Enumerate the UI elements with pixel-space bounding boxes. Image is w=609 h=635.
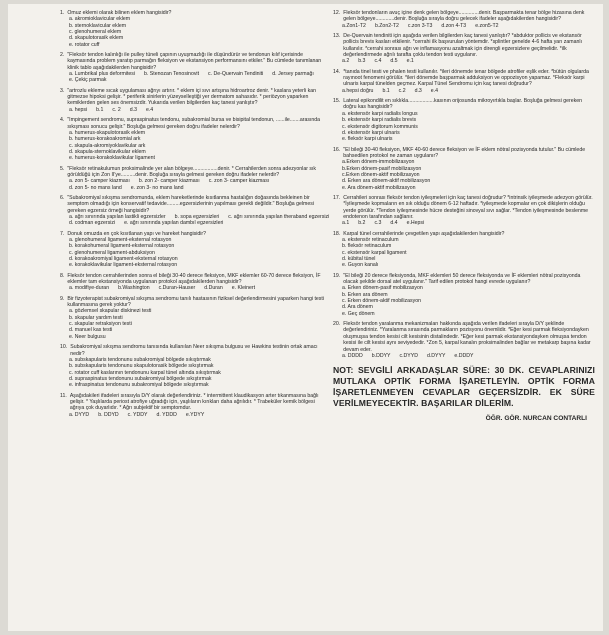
answer-option: e. Kleinert	[231, 285, 256, 292]
question-text: "El bileği 20 derece fleksiyonda, MKF eklemleri 50 derece fleksiyonda ve İF eklemleri nötral pozisyonda olacak şekilde dorsal atel uygulanır." Tarif edilen protokol hangi evrede uygulanır?	[343, 272, 581, 286]
question-number: 7 .	[60, 231, 64, 237]
answer-option: d. codman egzersizi	[69, 220, 116, 227]
question-19	[333, 273, 595, 317]
instructor-signature: ÖĞR. GÖR. NURCAN CONTARLI	[485, 415, 587, 423]
question-number: 10 .	[60, 344, 67, 357]
answer-option: d.3	[414, 87, 422, 94]
answer-option: a. glenohumeral ligament-eksternal rotasyon	[69, 237, 172, 243]
answer-options	[60, 107, 330, 113]
answer-option: d.5	[390, 58, 398, 65]
answer-option: b.Zon2-T2	[374, 22, 399, 29]
question-6	[60, 195, 330, 227]
answer-option: a.1	[342, 220, 350, 227]
question-stem	[333, 273, 595, 286]
question-text: De-Quervain tendiniti için aşağıda verilen bilgilerden kaç tanesi yanlıştır? *abduktor pollicis ve ekstansör pollicis brevis kasları etkilenir. *cerrahi ilk başvurulan yöntemdir. *splintler genelde 4-6 hafta yarı zamanlı kullanılır. *cerrahi sonrası ağrı ve inflamasyonu azaltmak için direngli egzersizlere geçilmelidir. *ilk değerlendirmede ağrılı tarafta çoklu tendon testi uygulanır.	[343, 33, 582, 59]
question-9	[60, 296, 330, 340]
answer-option: a. ekstensör retinaculum	[342, 237, 399, 243]
answer-option: d. skapulotorasik eklem	[69, 35, 124, 42]
answer-option: a. DYYD	[69, 411, 90, 418]
answer-option: e.4	[430, 87, 439, 94]
question-number: 5 .	[60, 166, 64, 179]
question-text: "Fleksör retinakulumun proksimalinde yer alan bölgeye.................denir. * Cerrahilerden sonra adezyonlar sık görüldüğü için Zon II'ye..........denir. Boşluğa sırayla gelmesi gereken doğru ifadeler nelerdir?	[67, 165, 316, 178]
question-text: Cerrahileri sonrası fleksör tendon iyileşmeleri için kaç tanesi doğrudur? *intrinsik iyileşmede adezyon görülür. *İyileşmede kopmaların en sık olduğu dönem 6-12 haftadır. *iyileşmede kopmalar en çok dikişlerin olduğu yerde görülür. *Tendon iyileşmesinde hücre desteğini sinovyal sıvı sağlar. *Tendon iyileşmesinde beslenme endotenon tarafından sağlanır.	[343, 194, 593, 220]
question-18	[333, 231, 595, 269]
question-number: 8 .	[60, 273, 64, 286]
answer-option: c.2	[398, 87, 406, 94]
answer-option: c. 2	[112, 106, 121, 113]
question-number: 20 .	[333, 321, 340, 353]
answer-option: a. gözlemsel skapular diskinezi testi	[69, 308, 152, 315]
answer-option: a. Lumbrikal plus deformitesi	[69, 71, 136, 78]
answer-option: b. ekstensör karpi radialis brevis	[342, 117, 417, 124]
answer-option: c. ekstensör digitorum kommunis	[342, 123, 418, 130]
answer-option: b. Stenozan Tenosinovit	[144, 71, 200, 78]
question-stem	[60, 393, 330, 412]
answer-options	[60, 130, 330, 162]
question-text: Omuz eklemi olarak bilinen eklem hangisidir?	[67, 10, 172, 16]
answer-options	[60, 285, 330, 291]
answer-options	[60, 237, 330, 269]
question-number: 13 .	[333, 33, 340, 58]
answer-option: c. rotator cuff kaslarının tendonunu karpal tünel altında sıkıştırmak	[69, 369, 221, 376]
answer-option: e. zon 3- no mans land	[130, 184, 184, 191]
answer-option: b. sternoklavicular eklem	[69, 22, 127, 29]
answer-options	[60, 71, 330, 84]
answer-option: a.hepsi doğru	[342, 87, 374, 94]
answer-option: b. fleksör retinaculum	[342, 243, 392, 250]
answer-option: e. Ara dönem-aktif mobilizasyon	[342, 184, 416, 191]
answer-option: c. skapular retraksiyon testi	[69, 321, 132, 328]
answer-option: c. ağrı sınırında yapılan theraband egzersizi	[228, 213, 330, 220]
answer-options	[60, 308, 330, 340]
answer-options	[333, 58, 595, 64]
answer-options	[333, 220, 595, 226]
answer-options	[333, 111, 595, 143]
answer-option: d. korakoakromiyal ligament-eksternal rotasyon	[69, 256, 178, 263]
answer-option: d. ekstensör karpi ulnaris	[342, 129, 400, 136]
question-text: Fleksör tendon yaralanma mekanizmaları hakkında aşağıda verilen ifadeleri sırayla D/Y şeklinde değerlendiriniz. *Yaralanma sırasında parmakların pozisyonu önemlidir. *Eğer kesi parmak fleksiyondayken oluşmuşsa tendon kesisi cilt kesisinin distalindedir. *Eğer kesi parmak ekstansiyondayken olmuşsa tendon kesisi ile cilt kesisi aynı seviyededir. *Zon 5, karpal kanalın proksimalinden bağlar ve metakarp başına kadar devam eder.	[343, 321, 591, 353]
question-text: Karpal tünel cerrahilerinde çevgetilen yapı aşağıdakilerden hangisidir?	[343, 230, 505, 237]
answer-option: a.2	[342, 58, 350, 65]
answer-options	[60, 357, 330, 389]
question-5	[60, 166, 330, 191]
answer-option: a. DDDD	[342, 352, 363, 359]
question-number: 15 .	[333, 98, 340, 111]
question-7	[60, 231, 330, 269]
answer-options	[60, 412, 330, 418]
answer-option: e. rotator cuff	[69, 41, 100, 48]
answer-option: d. Ara dönem	[342, 304, 373, 311]
answer-option: b. Erken ara dönem	[342, 291, 388, 298]
answer-option: e. korakoklavikular ligament-eksternal rotasyon	[69, 262, 178, 269]
question-13	[333, 33, 595, 65]
answer-option: c. zon 3- camper kiazması	[208, 178, 270, 185]
answer-option: b.1	[96, 106, 104, 113]
answer-options	[333, 159, 595, 191]
answer-option: d. Erken ara dönem-aktif mobilizasyon	[342, 178, 431, 185]
answer-option: c. ekstensör karpal ligament	[342, 249, 407, 256]
answer-option: e.DDDY	[454, 352, 474, 359]
question-2	[60, 52, 330, 84]
question-number: 17 .	[333, 195, 340, 220]
answer-option: a. ekstensör karpi radialis longus	[342, 110, 418, 117]
answer-option: d. manuel kas testi	[69, 327, 113, 334]
answer-options	[333, 353, 595, 359]
answer-option: d. skapula-sternoklavikular eklem	[69, 148, 146, 155]
question-stem	[333, 69, 595, 88]
answer-option: e. infraspinatus tendonunu subakromiyal bölgede sıkıştırmak	[69, 382, 209, 389]
question-text: Fleksör tendonların avuç içine denk gelen bölgeye..............denir. Başparmakta tenar bölge hizasına denk gelen bölgeye.............denir. Boşluğa sırayla doğru gelecek ifadeler aşağıdakilerden hangisidir?	[343, 10, 585, 23]
answer-option: a. Erken dönem-pasif mobilizasyon	[342, 285, 423, 292]
answer-option: e.zon5-T2	[475, 22, 499, 29]
question-4	[60, 117, 330, 161]
answer-option: b. zon 2- camper kiazması	[138, 178, 200, 185]
answer-option: b. humerus-korakoakromial ark	[69, 136, 141, 143]
answer-option: b. sopa egzersizleri	[174, 213, 220, 220]
question-number: 11 .	[60, 393, 67, 412]
answer-options	[333, 285, 595, 317]
answer-option: d.4	[390, 220, 398, 227]
question-stem	[60, 195, 330, 214]
question-3	[60, 88, 330, 113]
answer-option: b. korakohumeral ligament-eksternal rotasyon	[69, 243, 175, 250]
answer-option: a. modifiye-duran	[69, 285, 110, 292]
answer-option: c.3	[374, 220, 382, 227]
question-text: Subakromiyal sıkışma sendromu tanısında kullanılan Neer sıkışma bulgusu ve Hawkins testinin ortak amacı nedir?	[70, 344, 318, 357]
question-number: 2 .	[60, 52, 64, 71]
answer-option: c. skapula-akromiyoklavikular ark	[69, 142, 146, 149]
question-text: Bir fizyoterapist subakromiyal sıkışma sendromu tanılı hastasının fiziksel değerlendirmesini yaparken hangi testi kullanmasına gerek yoktur?	[67, 295, 324, 309]
question-text: "El bileği 30-40 fleksiyon, MKF 40-60 derece fleksiyon ve İF eklem nötral pozisyonda tutulur." Bu cümlede bahsedilen protokol ne zaman uygulanır?	[343, 146, 586, 159]
exam-note: NOT: SEVGİLİ ARKADAŞLAR SÜRE: 30 DK. CEVAPLARINIZI MUTLAKA OPTİK FORMA İŞARETLEYİN. OPTİK FORMA İŞARETLENMEYEN CEVAPLAR GEÇERSİZDİR. EK SÜRE VERİLMEYECEKTİR. BAŞARILAR DİLERİM.	[333, 365, 595, 408]
question-12	[333, 10, 595, 29]
question-1	[60, 10, 330, 48]
answer-option: e.1	[406, 58, 414, 65]
answer-option: c.DYYD	[399, 352, 418, 359]
answer-option: b.2	[358, 220, 366, 227]
question-number: 3 .	[60, 88, 64, 107]
answer-option: a. hepsi	[69, 106, 88, 113]
answer-option: e. humerus-korakoklavikular ligament	[69, 155, 155, 162]
answer-option: d. kübital tünel	[342, 256, 376, 263]
question-text: Fleksör tendon cerrahilerinden sonra el bileği 30-40 derece fleksiyon, MKF eklemler 60-70 derece fleksiyon, İF eklemler tam ekstansiyonda uygulanan protokol aşağıdakilerden hangisidir?	[67, 272, 321, 286]
answer-option: a.Zon1-T2	[342, 22, 366, 29]
question-number: 9 .	[60, 296, 64, 309]
question-15	[333, 98, 595, 142]
answer-option: b.DDYY	[371, 352, 391, 359]
question-10	[60, 344, 330, 388]
question-text: Lateral epikondilit en sıklıkla..................kasının orijosunda mikroyırtıkla başlar. Boşluğa gelmesi gereken doğru kas hangisidir?	[343, 98, 582, 111]
question-stem	[60, 166, 330, 179]
question-text: *tanıda tinel testi ve phalen testi kullanılır. *ileri dönemde tenar bölgede atrofiler eşlik eder. *bütün olgularda rayınoot fenomeni görülür. *ileri dönemde başparmak adduksiyon ve oppozisyon yapamaz. *Fleksör karpi ulnaris karpal tünelden geçmez. Karpal Tünel Sendromu için kaç tanesi doğrudur?	[343, 68, 589, 88]
answer-option: b. skapular yardım testi	[69, 314, 123, 321]
answer-option: d. YDDD	[156, 411, 177, 418]
question-text: "Subakromiyal sıkışma sendromunda, eklem hareketlerinde kısıtlanma hastalığın doğasında bekleinen bir semptom olmadığı için konservatif tedavide.........egzersizlerinin yapılması gerekli değildir." Boşluğa gelmesi gereken egzersiz örneği hangisidir?	[67, 194, 314, 214]
answer-option: d.DYYY	[426, 352, 446, 359]
question-stem	[60, 344, 330, 357]
answer-option: c. glenohumeral ligament-abduksiyon	[69, 249, 155, 256]
answer-option: e. ağrı sınırında yapılan dambıl egzersizleri	[124, 220, 224, 227]
answer-option: e. Guyon kanalı	[342, 262, 379, 269]
answer-option: e. Geç dönem	[342, 310, 375, 317]
answer-option: d. zon 5- no mans land	[69, 184, 122, 191]
question-number: 18 .	[333, 231, 340, 237]
answer-option: b.Washington	[118, 285, 150, 292]
answer-option: c.Duran-Hauser	[158, 285, 196, 292]
answer-option: a. humerus-skapulotorasik eklem	[69, 129, 146, 136]
question-14	[333, 69, 595, 94]
question-text: Donuk omuzda en çok kısıtlanan yapı ve hareket hangisidir?	[67, 230, 207, 237]
question-stem	[60, 273, 330, 286]
question-stem	[60, 52, 330, 71]
answer-option: b.3	[358, 58, 366, 65]
answer-option: a. zon 5- camper kiazması	[69, 178, 130, 185]
question-stem	[333, 195, 595, 220]
answer-options	[333, 23, 595, 29]
question-stem	[333, 147, 595, 160]
answer-option: c.zon 3-T3	[407, 22, 433, 29]
answer-option: e.4	[145, 106, 154, 113]
answer-option: b.Erken dönem-pasif mobilizasyon	[342, 165, 422, 172]
answer-option: b. DDYD	[98, 411, 119, 418]
answer-option: a. akromioklavicular eklem	[69, 16, 131, 23]
answer-option: d. supraspinatus tendonunu subakromiyal bölgede sıkıştırmak	[69, 375, 212, 382]
question-number: 12 .	[333, 10, 340, 23]
question-text: "Fleksör tendon kalınlığı ile pulley tüneli çapının uyuşmazlığı ile düşündürür ve tendonun kılıf içerisinde kaymasında problem yaratıp parmağın fleksiyon ve ekstansiyon performansını etkiler." Bu cümlede tanımlanan klinik tablo aşağıdakilerden hangisidir?	[67, 52, 322, 71]
question-text: Aşağıdakileri ifadeleri sırasıyla D/Y olarak değerlendiriniz. * intermittent klaudikasyon arter tıkanmasına bağlı gelişir. * Yaşlılarda periost atrofiye uğradığı için, yaşlıların kırıkları daha ağrılıdır. * Trabeküler kemik bölgesi ağrıya çok duyarlıdır. * Ağrı subjektif bir semptomdur.	[69, 392, 319, 412]
question-stem	[60, 117, 330, 130]
question-number: 1 .	[60, 10, 64, 16]
answer-option: d.3	[129, 106, 137, 113]
question-number: 6 .	[60, 195, 64, 214]
question-number: 14 .	[333, 69, 340, 88]
question-stem	[333, 98, 595, 111]
answer-option: c. Erken dönem-aktif mobilizasyon	[342, 298, 421, 305]
question-text: "Impingement sendromu, supraspinatus tendonu, subakromial bursa ve bisipital tendonun, ......ile.......arasında sıkışması sonucu gelişir." Boşluğa gelmesi gereken doğru ifadeler nelerdir?	[67, 117, 321, 130]
answer-options	[333, 237, 595, 269]
question-stem	[60, 88, 330, 107]
answer-option: c. YDDY	[127, 411, 148, 418]
answer-option: b. subskapularis tendonunu skapulotorasik bölgede sıkıştırmak	[69, 363, 214, 370]
answer-option: c.Erken dönem-aktif mobilizasyon	[342, 171, 420, 178]
answer-option: e.Hepsi	[406, 220, 425, 227]
answer-option: d.Duran	[204, 285, 223, 292]
answer-option: e. Çekiç parmak	[69, 77, 107, 84]
left-column	[60, 10, 330, 422]
exam-paper	[8, 4, 603, 631]
question-16	[333, 147, 595, 191]
answer-option: e.YDYY	[185, 411, 205, 418]
question-number: 16 .	[333, 147, 340, 160]
question-stem	[333, 10, 595, 23]
question-stem	[333, 321, 595, 353]
answer-option: c. glenohumeral eklem	[69, 29, 122, 36]
answer-options	[60, 178, 330, 191]
question-20	[333, 321, 595, 359]
answer-option: d. Jersey parmağı	[272, 71, 314, 78]
answer-option: d.zon 4-T3	[441, 22, 467, 29]
right-column	[333, 10, 595, 423]
answer-option: c.4	[374, 58, 382, 65]
question-17	[333, 195, 595, 227]
question-8	[60, 273, 330, 292]
answer-options	[60, 214, 330, 227]
answer-option: c. De-Quervain Tendiniti	[208, 71, 264, 78]
question-number: 19 .	[333, 273, 340, 286]
question-number: 4 .	[60, 117, 64, 130]
answer-option: a. subskapularis tendonunu subakromiyal bölgede sıkıştırmak	[69, 356, 211, 363]
answer-option: e. Neer bulgusu	[69, 333, 106, 340]
question-11	[60, 393, 330, 418]
answer-options	[60, 16, 330, 48]
answer-option: b.1	[382, 87, 390, 94]
answer-option: e. fleksör karpi ulnaris	[342, 136, 393, 143]
answer-options	[333, 88, 595, 94]
question-stem	[333, 33, 595, 58]
question-stem	[60, 296, 330, 309]
right-questions	[333, 10, 595, 359]
question-text: "artrozlu ekleme sıcak uygulaması ağrıyı artırır. * eklem içi sıvı artışına hidroartroz denir. * kaslara yeterli kan gitmezse hipoksi gelişir. * periferik sinirlerin yüzeyselleştiği yer dermatom sahasıdır. * periözyon yaparken kemiklerden gelen ses önemsizdir. Yukarıda verilen bilgilerden kaç tanesi yanlıştır?	[67, 87, 316, 107]
answer-option: a.Erken dönem-immobilizasyon	[342, 159, 415, 166]
answer-option: a. ağrı sınırında yapılan lastikli egzersizler	[69, 213, 166, 220]
